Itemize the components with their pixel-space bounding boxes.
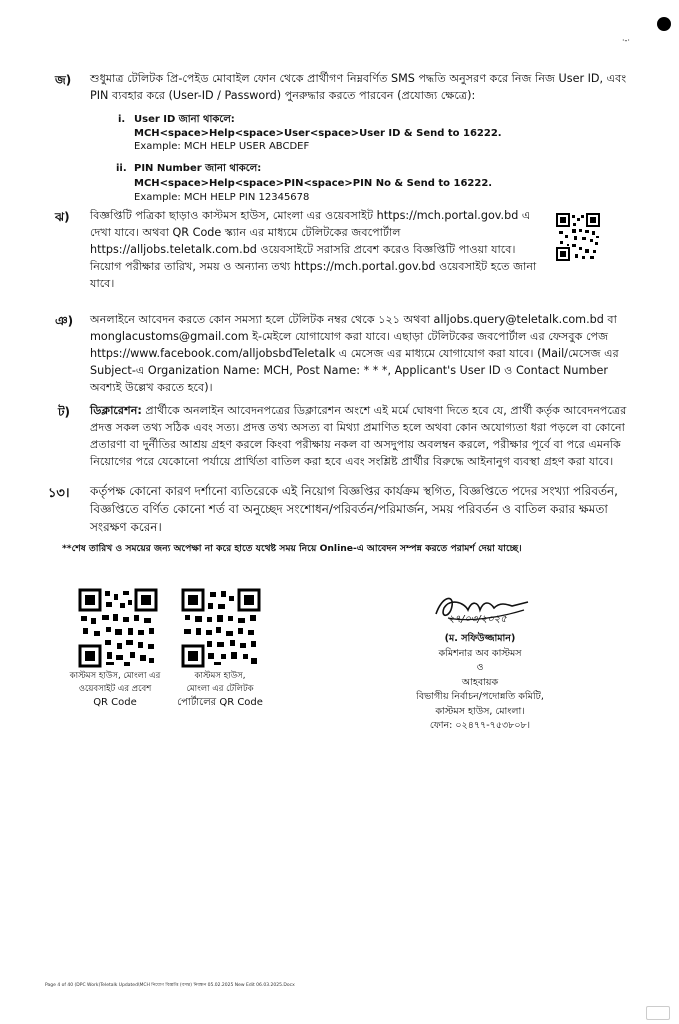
qr-left-caption-line1: কাস্টমস হাউস, মোংলা এর (69, 671, 161, 681)
qr-right-caption-line1: কাস্টমস হাউস, (194, 671, 246, 681)
qr-left-caption-line2: ওয়েবসাইট এর প্রবেশ (78, 684, 152, 694)
corner-scribble: ·-· (622, 36, 630, 45)
signatory-office: কাস্টমস হাউস, মোংলা। (435, 705, 525, 717)
signature-date: ২৭/০৩/২০২৫ (448, 614, 507, 625)
sub-ii-title: PIN Number জানা থাকলে: (134, 163, 262, 174)
item-jh-text: বিজ্ঞপ্তিটি পত্রিকা ছাড়াও কাস্টমস হাউস, মোংলা এর ওয়েবসাইট https://mch.portal.gov.bd এ দেখা যাবে। অথবা QR Code স্ক্যান এর মাধ্যমে টেলিটকের জবপোর্টাল https://alljobs.teletalk.com.bd ওয়েবসাইটে সরাসরি প্রবেশ করেও বিজ্ঞপ্তিটি পাওয়া যাবে। নিয়োগ পরীক্ষার তারিখ, সময় ও অন্যান্য তথ্য https://mch.portal.gov.bd ওয়েবসাইট হতে জানা যাবে। (90, 209, 537, 290)
sub-ii-line1: MCH<space>Help<space>PIN<space>PIN No & Send to 16222. (134, 178, 493, 189)
item-j-label: জ) (55, 73, 72, 87)
notice-line: **শেষ তারিখ ও সময়ের জন্য অপেক্ষা না করে হাতে যথেষ্ট সময় নিয়ে Online-এ আবেদন সম্পন্ন করতে পরামর্শ দেয়া যাচ্ছে। (62, 543, 522, 554)
item-jh-label: ঝ) (55, 210, 70, 224)
sub-ii-line2: Example: MCH HELP PIN 12345678 (134, 192, 310, 203)
qr-code-top (555, 212, 601, 262)
signature-block (395, 632, 565, 734)
item-t-label: ট) (58, 405, 71, 419)
item-t-text: প্রার্থীকে অনলাইন আবেদনপত্রের ডিক্লারেশন অংশে এই মর্মে ঘোষণা দিতে হবে যে, প্রার্থী কর্তৃক আবেদনপত্রের প্রদত্ত সকল তথ্য সঠিক এবং সত্য। প্রদত্ত তথ্য অসত্য বা মিথ্যা প্রমাণিত হলে অথবা কোন অযোগ্যতা ধরা পড়লে বা কোনো প্রতারণা বা দুর্নীতির আশ্রয় গ্রহণ করলে কিংবা পরীক্ষায় নকল বা অসদুপায় অবলম্বন করলে, পরীক্ষার পূর্বে বা পরে এমনকি নিয়োগের পরে যেকোনো পর্যায়ে প্রার্থিতা বাতিল করা হবে এবং সংশ্লিষ্ট প্রার্থীর বিরুদ্ধে আইনানুগ ব্যবস্থা গ্রহণ করা যাবে। (90, 404, 627, 468)
sub-i-line2: Example: MCH HELP USER ABCDEF (134, 141, 310, 152)
signatory-role: আহবায়ক (461, 676, 499, 688)
item-j-text: শুধুমাত্র টেলিটক প্রি-পেইড মোবাইল ফোন থেকে প্রার্থীগণ নিম্নবর্ণিত SMS পদ্ধতি অনুসরণ করে নিজ নিজ User ID, এবং PIN ব্যবহার করে (User-ID / Password) পুনরুদ্ধার করতে পারবেন (প্রযোজ্য ক্ষেত্রে): (90, 72, 627, 102)
item-13-text: কর্তৃপক্ষ কোনো কারণ দর্শানো ব্যতিরেকে এই নিয়োগ বিজ্ঞপ্তির কার্যক্রম স্থগিত, বিজ্ঞপ্তিতে পদের সংখ্যা পরিবর্তন, বিজ্ঞপ্তিতে বর্ণিত কোনো শর্ত বা অনুচ্ছেদ সংশোধন/পরিবর্তন/পরিমার্জন, সময় পরিবর্তন ও বাতিল করার ক্ষমতা সংরক্ষণ করেন। (90, 484, 618, 534)
qr-right-caption-line3: পোর্টালের QR Code (177, 697, 263, 708)
signatory-phone: ফোন: ০২৪৭৭-৭৫৩৮০৮। (429, 720, 531, 731)
qr-code-website (78, 588, 158, 668)
item-t-paragraph (90, 402, 630, 470)
corner-dot-mark (657, 17, 671, 31)
signatory-and: ও (476, 662, 484, 673)
signatory-committee: বিভাগীয় নির্বাচন/পদোন্নতি কমিটি, (416, 691, 544, 702)
qr-right-caption (145, 670, 295, 709)
item-ny-text: অনলাইনে আবেদন করতে কোন সমস্যা হলে টেলিটক নম্বর থেকে ১২১ অথবা alljobs.query@teletalk.com.bd বা monglacustoms@gmail.com ই-মেইলে যোগাযোগ করা যাবে। এছাড়া টেলিটকের জবপোর্টাল এর ফেসবুক পেজ https://www.facebook.com/alljobsbdTeletalk এ মেসেজ এর মাধ্যমে যোগাযোগ করা যাবে। (Mail/মেসেজ এর Subject-এ Organization Name: MCH, Post Name: * * *, Applicant's User ID ও Contact Number অবশ্যই উল্লেখ করতে হবে)। (90, 313, 619, 394)
sub-i-title: User ID জানা থাকলে: (134, 114, 235, 125)
sub-ii-num: ii. (116, 163, 127, 174)
qr-right-caption-line2: মোংলা এর টেলিটক (186, 684, 254, 694)
sub-i-num: i. (118, 114, 126, 125)
sub-i-line1: MCH<space>Help<space>User<space>User ID & Send to 16222. (134, 128, 502, 139)
scanner-logo-icon (646, 1006, 670, 1020)
signatory-title: কমিশনার অব কাস্টমস (438, 647, 522, 659)
item-13-label: ১৩। (48, 486, 70, 501)
qr-code-teletalk (181, 588, 261, 668)
signatory-name: (ম. সফিউজ্জামান) (444, 633, 516, 644)
item-t-lead: ডিক্লারেশন: (90, 404, 142, 417)
footer-file-path: Page 4 of 40 (DPC Work)Teletalk Updated\MCH নিয়োগ বিজ্ঞপ্তি (বসন্ত) নিবন্ধন 05.02.2025 New Edit 06.03.2025.Docx (45, 983, 295, 988)
qr-left-caption-line3: QR Code (93, 697, 137, 708)
item-ny-label: ঞ) (55, 314, 74, 328)
